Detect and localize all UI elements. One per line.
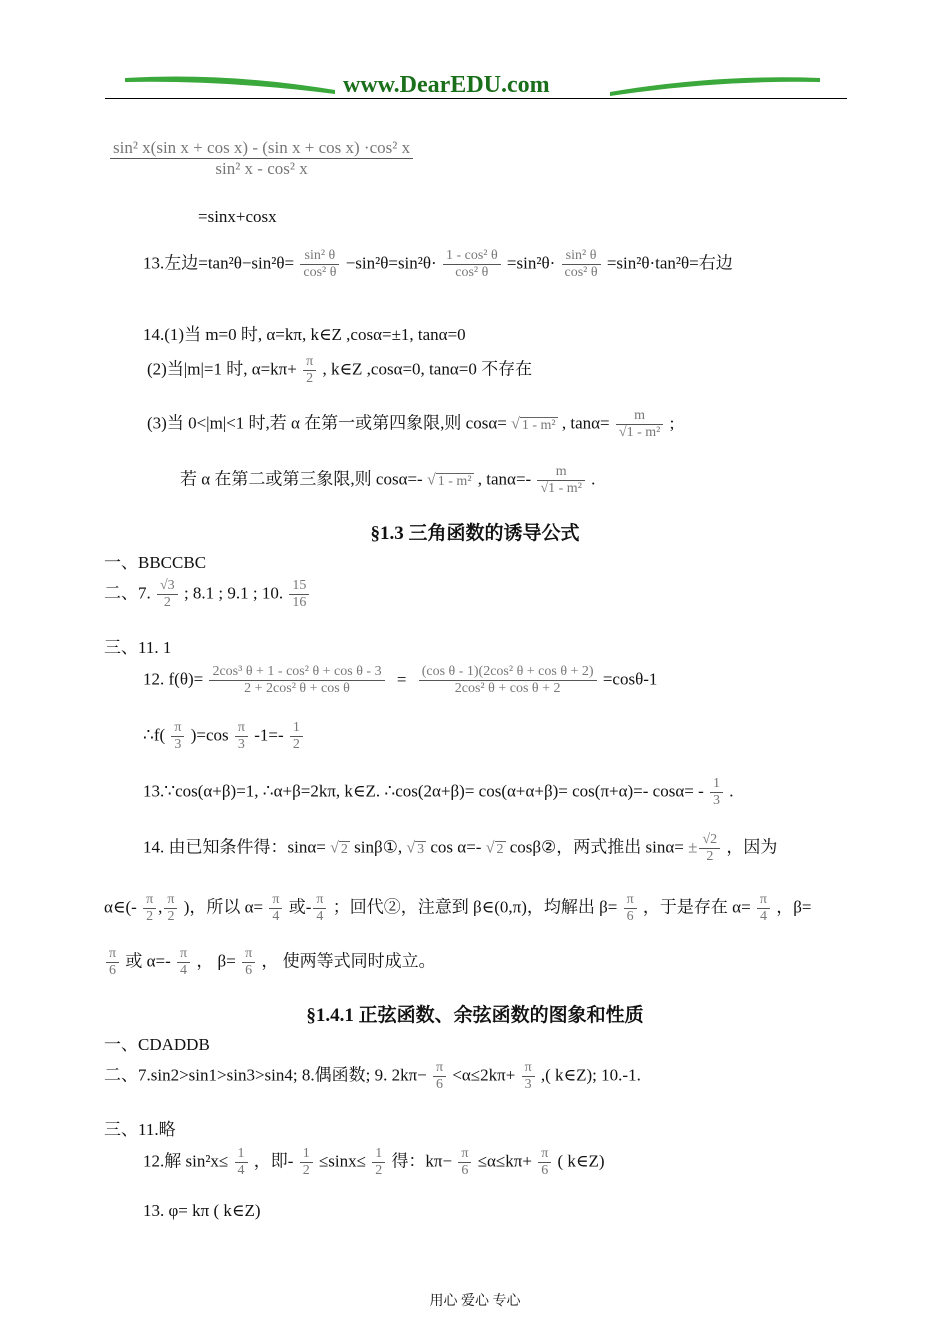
sec13-r2-f5-den: 6 xyxy=(624,908,637,925)
q14-line-1: 14.(1)当 m=0 时, α=kπ, k∈Z ,cosα=±1, tanα=0 xyxy=(143,325,466,344)
q14-l3-f-den-val: 1 - m² xyxy=(626,425,661,441)
q14-line-4: 若 α 在第二或第三象限,则 cosα=- √ 1 - m² , tanα=- $\frac{m}{\text{√1 - m²}}$ . xyxy=(180,464,596,497)
sec13-r2-text-e: ，于是存在 α= xyxy=(642,897,751,917)
sec13-q14-line-3 xyxy=(104,946,436,979)
sec13-q14-sqrt-3: 2 xyxy=(496,841,504,857)
sec141-a2-f1-num: π xyxy=(435,1060,444,1075)
sec13-r3-f3-den: 6 xyxy=(242,962,255,979)
sec13-th1-f1-den: 3 xyxy=(171,736,184,753)
section-1-4-1-title: §1.4.1 正弦函数、余弦函数的图象和性质 xyxy=(306,1005,644,1026)
q14-l4-sqrt: 1 - m² xyxy=(437,473,472,489)
q14-l2-f-den: 2 xyxy=(303,370,316,387)
sec141-a2-text-b: <α≤2kπ+ xyxy=(452,1065,516,1085)
sec13-q13-text-b: . xyxy=(729,781,734,801)
sec13-r2-f6-num: π xyxy=(759,892,767,907)
sec13-q13-f-num: 1 xyxy=(713,776,720,791)
top-result: =sinx+cosx xyxy=(198,207,277,226)
site-logo-text: www.DearEDU.com xyxy=(343,72,550,98)
sec13-r2-f1-num: π xyxy=(146,892,154,907)
sec141-q12-f3-num: 1 xyxy=(375,1146,383,1161)
q13-line xyxy=(143,248,733,281)
sec141-q12-f4-num: π xyxy=(461,1146,469,1161)
sec13-r2-text-d: ；回代②，注意到 β∈(0,π)，均解出 β= xyxy=(332,897,618,917)
sec141-q12-text-b: ，即- xyxy=(253,1151,294,1171)
q13-text-4: =sin²θ·tan²θ=右边 xyxy=(606,253,733,273)
q14-l3-f-num: m xyxy=(634,408,646,423)
header-rule xyxy=(105,98,847,99)
sec141-a2-f1-den: 6 xyxy=(433,1076,446,1093)
sec141-q12-text-d: 得：kπ− xyxy=(391,1151,453,1171)
sec13-q12-f1-num: 2cos³ θ + 1 - cos² θ + cos θ - 3 xyxy=(212,664,382,679)
sec141-q12-f1-den: 4 xyxy=(235,1162,248,1179)
sec13-r3-f1-den: 6 xyxy=(106,962,119,979)
top-frac-den: sin² x - cos² x xyxy=(110,158,413,179)
q14-line-2 xyxy=(147,354,532,387)
sec141-q12-f2-num: 1 xyxy=(302,1146,310,1161)
sec141-q12-f4-den: 6 xyxy=(458,1162,471,1179)
sec13-r2-f2-num: π xyxy=(167,892,175,907)
sec13-q12-f1-den: 2 + 2cos² θ + cos θ xyxy=(209,680,384,697)
sec141-q13: 13. φ= kπ ( k∈Z) xyxy=(143,1201,261,1220)
sec141-q12-f3-den: 2 xyxy=(372,1162,385,1179)
sec141-answer-1: 一、CDADDB xyxy=(104,1035,210,1054)
sec141-answer-3: 三、11.略 xyxy=(104,1120,176,1139)
sec13-q12 xyxy=(143,664,657,697)
sec13-th1-f1-num: π xyxy=(174,720,182,735)
sec141-a2-text-c: ,( k∈Z); 10.-1. xyxy=(540,1065,641,1085)
sec13-a2-f-den: 2 xyxy=(157,594,178,611)
sec13-q12-f2-num: (cos θ - 1)(2cos² θ + cos θ + 2) xyxy=(421,664,594,679)
sec13-q14-sqrt-2: 3 xyxy=(417,841,425,857)
q13-text-3: =sin²θ· xyxy=(506,253,556,273)
sec13-answer-1: 一、BBCCBC xyxy=(104,553,207,572)
q13-text-1: 13.左边=tan²θ−sin²θ= xyxy=(143,253,295,273)
sec13-q14-text-e: ，因为 xyxy=(726,837,778,857)
q13-f1-num: sin² θ xyxy=(304,248,336,263)
q14-l3-f-den: √1 - m² xyxy=(616,424,663,441)
q13-f3-den: cos² θ xyxy=(562,264,601,281)
q14-l4-text-a: 若 α 在第二或第三象限,则 cosα=- xyxy=(180,469,423,489)
sec13-q14-line-1: 14. 由已知条件得：sinα= √ 2 sinβ①, √ 3 cos α=- √ 2 cosβ②，两式推出 sinα= ± $\frac{√2}{2}$ ，因为 xyxy=(143,832,778,865)
sec13-th1-f3-num: 1 xyxy=(292,720,300,735)
q14-l3-sqrt: 1 - m² xyxy=(521,417,556,433)
sec141-q12-f2-den: 2 xyxy=(300,1162,313,1179)
sec141-q12-text-e: ≤α≤kπ+ xyxy=(477,1151,532,1171)
sec13-q12-f2-den: 2cos² θ + cos θ + 2 xyxy=(419,680,597,697)
q13-text-2: −sin²θ=sin²θ· xyxy=(345,253,437,273)
sec141-q12-f1-num: 1 xyxy=(237,1146,245,1161)
sec13-r2-f3-num: π xyxy=(272,892,280,907)
sec141-a2-text-a: 二、7.sin2>sin1>sin3>sin4; 8.偶函数; 9. 2kπ− xyxy=(104,1065,427,1085)
sec13-r2-text-f: ，β= xyxy=(776,897,812,917)
sec13-r3-text-c: ， 使两等式同时成立。 xyxy=(261,951,436,971)
sec13-q14-f-den: 2 xyxy=(699,848,720,865)
sec13-r3-f2-num: π xyxy=(179,946,188,961)
sec13-q13 xyxy=(143,776,734,809)
sec13-r3-text-a: 或 α=- xyxy=(125,951,171,971)
sec13-th1-text-a: ∴f( xyxy=(143,725,166,745)
sec13-r3-f1-num: π xyxy=(109,946,117,961)
sec141-q12 xyxy=(143,1146,605,1179)
q14-l3-text-a: (3)当 0<|m|<1 时,若 α 在第一或第四象限,则 cosα= xyxy=(147,413,507,433)
sec13-q14-sqrt-1: 2 xyxy=(340,841,348,857)
sec13-th1-text-b: )=cos xyxy=(190,725,229,745)
q13-f2-num: 1 - cos² θ xyxy=(445,248,498,263)
sec141-q12-text-a: 12.解 sin²x≤ xyxy=(143,1151,229,1171)
sec141-a2-f2-num: π xyxy=(524,1060,532,1075)
sec13-q14-f-num: √2 xyxy=(702,832,718,847)
sec13-r2-f1-den: 2 xyxy=(143,908,156,925)
sec13-r2-f4-num: π xyxy=(316,892,324,907)
sec13-a2-text-b: ; 8.1 ; 9.1 ; 10. xyxy=(183,583,284,603)
sec13-q14-line-2 xyxy=(104,892,812,925)
sec13-q13-f-den: 3 xyxy=(710,792,723,809)
top-frac-num: sin² x(sin x + cos x) - (sin x + cos x) ·cos² x xyxy=(113,138,411,157)
sec141-answer-2 xyxy=(104,1060,641,1093)
sec13-answer-3: 三、11. 1 xyxy=(104,638,172,657)
q14-l4-f-den: √1 - m² xyxy=(537,480,584,497)
sec13-q12-text-b: =cosθ-1 xyxy=(602,669,658,689)
sec13-q12-text-a: 12. f(θ)= xyxy=(143,669,204,689)
sec13-r2-f3-den: 4 xyxy=(269,908,282,925)
sec141-q12-f5-den: 6 xyxy=(538,1162,551,1179)
q14-l2-f-num: π xyxy=(306,354,314,369)
sec13-q13-text-a: 13.∵cos(α+β)=1, ∴α+β=2kπ, k∈Z. ∴cos(2α+β)= cos(α+α+β)= cos(π+α)=- cosα= - xyxy=(143,781,704,801)
section-1-3-title: §1.3 三角函数的诱导公式 xyxy=(370,523,580,544)
sec141-q12-text-c: ≤sinx≤ xyxy=(318,1151,366,1171)
sec13-r3-f3-num: π xyxy=(245,946,253,961)
sec13-r2-text-a: α∈(- xyxy=(104,897,137,917)
sec13-r3-f2-den: 4 xyxy=(177,962,190,979)
sec141-q12-text-f: ( k∈Z) xyxy=(557,1151,605,1171)
sec13-q14-text-d: cosβ②，两式推出 sinα= xyxy=(509,837,684,857)
sec13-r2-comma: , xyxy=(158,897,163,917)
sec13-therefore-1 xyxy=(143,720,305,753)
q14-l3-text-c: ; xyxy=(669,413,675,433)
sec13-th1-f2-den: 3 xyxy=(235,736,248,753)
sec13-r2-f2-den: 2 xyxy=(164,908,177,925)
sec13-r2-f6-den: 4 xyxy=(757,908,770,925)
sec13-r2-f4-den: 4 xyxy=(313,908,326,925)
sec13-q14-text-c: cos α=- xyxy=(430,837,482,857)
q14-l4-f-num: m xyxy=(555,464,567,479)
q14-l4-f-den-val: 1 - m² xyxy=(548,481,582,497)
header-banner xyxy=(105,70,847,100)
sec13-th1-f3-den: 2 xyxy=(290,736,303,753)
sec141-q12-f5-num: π xyxy=(541,1146,549,1161)
sec13-r2-f5-num: π xyxy=(626,892,634,907)
q14-line-3: (3)当 0<|m|<1 时,若 α 在第一或第四象限,则 cosα= √ 1 - m² , tanα= $\frac{m}{\text{√1 - m²}}$ ; xyxy=(147,408,675,441)
q14-l4-text-b: , tanα=- xyxy=(477,469,532,489)
q14-l4-text-c: . xyxy=(591,469,596,489)
top-fraction xyxy=(108,138,415,178)
q14-l3-text-b: , tanα= xyxy=(561,413,610,433)
sec13-q14-pm: ± xyxy=(688,837,698,857)
sec13-q12-eq: = xyxy=(396,669,407,689)
sec13-th1-text-c: -1=- xyxy=(254,725,284,745)
sec13-r2-text-b: )，所以 α= xyxy=(183,897,264,917)
q14-l2-text-a: (2)当|m|=1 时, α=kπ+ xyxy=(147,359,297,379)
q13-f2-den: cos² θ xyxy=(443,264,501,281)
sec13-a2-f-num: √3 xyxy=(160,578,175,593)
q14-l2-text-b: , k∈Z ,cosα=0, tanα=0 不存在 xyxy=(322,359,533,379)
sec13-r2-text-c: 或- xyxy=(288,897,312,917)
q13-f3-num: sin² θ xyxy=(565,248,597,263)
sec141-a2-f2-den: 3 xyxy=(522,1076,535,1093)
sec13-q14-text-b: sinβ①, xyxy=(354,837,403,857)
sec13-r3-text-b: ， β= xyxy=(196,951,236,971)
sec13-answer-2 xyxy=(104,578,311,611)
q13-f1-den: cos² θ xyxy=(300,264,339,281)
sec13-a2-f2-den: 16 xyxy=(289,594,309,611)
footer-text: 用心 爱心 专心 xyxy=(429,1294,521,1309)
sec13-a2-f2-num: 15 xyxy=(292,578,307,593)
sec13-q14-text-a: 14. 由已知条件得：sinα= xyxy=(143,837,326,857)
sec13-th1-f2-num: π xyxy=(237,720,245,735)
sec13-a2-text-a: 二、7. xyxy=(104,583,151,603)
